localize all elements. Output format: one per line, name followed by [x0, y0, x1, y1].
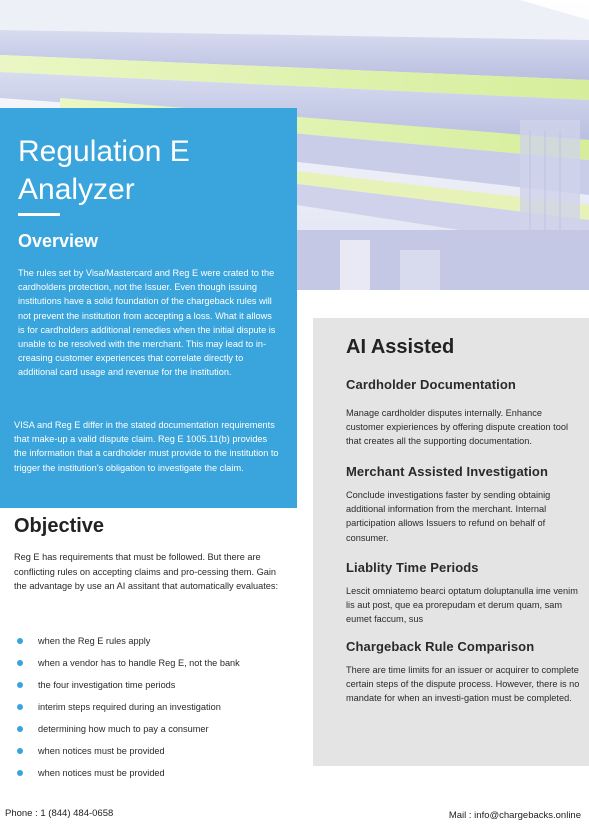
bullet-text: when notices must be provided [38, 746, 165, 756]
objective-bullet-list [14, 630, 294, 784]
footer-mail[interactable]: Mail : info@chargebacks.online [448, 810, 581, 821]
section-text-chargeback-rule-comparison: There are time limits for an issuer or acquirer to complete certain steps of the dispute process. However, there is no mandate for when an investi-gation must be completed. [346, 665, 580, 704]
overview-heading: Overview [18, 231, 99, 251]
section-heading-merchant-investigation: Merchant Assisted Investigation [346, 464, 548, 479]
bullet-dot-icon [17, 770, 23, 776]
list-item [14, 740, 294, 762]
bullet-text: when the Reg E rules apply [38, 636, 151, 646]
list-item [14, 652, 294, 674]
footer-phone: Phone : 1 (844) 484-0658 [5, 808, 114, 819]
bullet-dot-icon [17, 660, 23, 666]
bullet-dot-icon [17, 638, 23, 644]
bullet-text: interim steps required during an investigation [38, 702, 221, 712]
section-heading-chargeback-rule-comparison: Chargeback Rule Comparison [346, 639, 535, 654]
bullet-text: determining how much to pay a consumer [38, 724, 209, 734]
list-item [14, 630, 294, 652]
bullet-text: when notices must be provided [38, 768, 165, 778]
bullet-dot-icon [17, 704, 23, 710]
objective-heading: Objective [14, 515, 105, 537]
list-item [14, 718, 294, 740]
section-heading-liability-time-periods: Liablity Time Periods [346, 560, 479, 575]
objective-intro: Reg E has requirements that must be followed. But there are conflicting rules on accepting claims and pro-cessing them. Gain the advantage by use an AI assitant that automatically evaluates: [14, 552, 279, 592]
bullet-dot-icon [17, 682, 23, 688]
overview-paragraph-1: The rules set by Visa/Mastercard and Reg E were crated to the cardholders protection, not the Issuer. Even though issuing institutions have a solid foundation of the chargeback rules will not prevent the institution from accepting a loss. What it allows is for cardholders additional remedies when the initial dispute is unable to be resolved with the merchant. This may lead to in-creasing customer experiences that correlate directly to additional card usage and revenue for the institution. [18, 268, 276, 378]
bullet-text: the four investigation time periods [38, 680, 176, 690]
ai-assisted-heading: AI Assisted [346, 336, 455, 358]
page-title: Regulation E Analyzer [18, 135, 190, 206]
bullet-text: when a vendor has to handle Reg E, not the bank [38, 658, 240, 668]
bullet-dot-icon [17, 726, 23, 732]
list-item [14, 696, 294, 718]
overview-paragraph-2: VISA and Reg E differ in the stated documentation requirements that make-up a valid dispute claim. Reg E 1005.11(b) provides the information that a cardholder must provide to the institution to trigger the institution’s obligation to investigate the claim. [14, 420, 279, 473]
title-underline [18, 213, 60, 216]
section-heading-cardholder-documentation: Cardholder Documentation [346, 377, 516, 392]
bullet-dot-icon [17, 748, 23, 754]
section-text-liability-time-periods: Lescit omniatemo bearci optatum doluptanulla ime venim lis aut post, que ea prorepudam et derum quam, sam eumet faccum, sus [346, 586, 578, 625]
section-text-cardholder-documentation: Manage cardholder disputes internally. Enhance customer expieriences by offering dispute creation tool that creates all the supporting documentation. [346, 408, 568, 447]
list-item [14, 674, 294, 696]
section-text-merchant-investigation: Conclude investigations faster by sending obtainig additional information from the merchant. Internal participation allows Issuers to refund on behalf of consumer. [346, 490, 551, 543]
list-item [14, 762, 294, 784]
